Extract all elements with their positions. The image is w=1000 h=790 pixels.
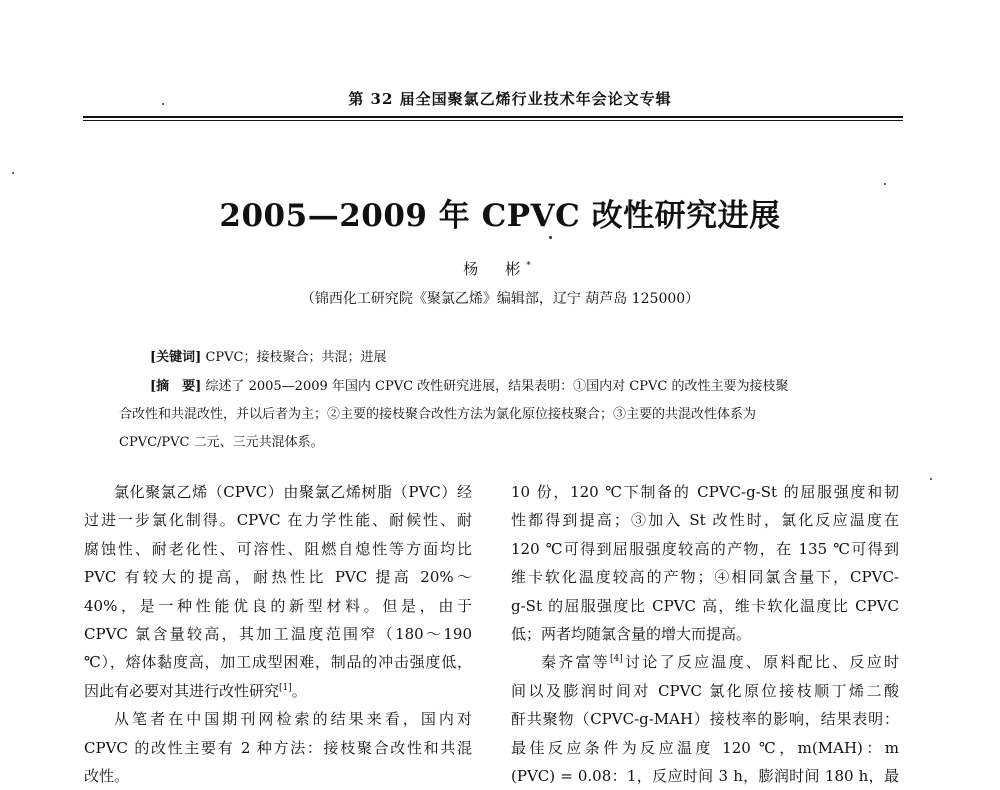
keywords-text: CPVC；接枝聚合；共混；进展 — [205, 350, 387, 365]
header-rule-thin — [83, 120, 903, 121]
abstract-text-1: 综述了 2005—2009 年国内 CPVC 改性研究进展，结果表明：①国内对 CPVC 的改性主要为接枝聚 — [205, 379, 789, 394]
scan-speck — [549, 236, 552, 239]
keywords — [150, 346, 386, 365]
body-line: 最佳反应条件为反应温度 120 ℃，m(MAH)：m — [511, 738, 899, 757]
body-text: 秦齐富等 — [541, 653, 611, 672]
body-text: 因此有必要对其进行改性研究 — [84, 681, 280, 700]
body-line — [84, 677, 472, 705]
affiliation: （锦西化工研究院《聚氯乙烯》编辑部，辽宁 葫芦岛 125000） — [300, 291, 700, 307]
body-line: 过进一步氯化制得。CPVC 在力学性能、耐候性、耐 — [84, 511, 472, 530]
body-line: 腐蚀性、耐老化性、可溶性、阻燃自熄性等方面均比 — [84, 539, 472, 558]
author-name: 杨 彬 — [463, 260, 527, 278]
body-column-left — [84, 478, 472, 790]
body-line: 低；两者均随氯含量的增大而提高。 — [511, 624, 752, 643]
journal-header: 第 32 届全国聚氯乙烯行业技术年会论文专辑 — [348, 90, 672, 108]
article-title: 2005—2009 年 CPVC 改性研究进展 — [219, 198, 781, 234]
abstract-line-1 — [150, 375, 788, 394]
body-line: (PVC) = 0.08：1，反应时间 3 h，膨润时间 180 h，最 — [511, 766, 899, 785]
body-line: 氯化聚氯乙烯（CPVC）由聚氯乙烯树脂（PVC）经 — [114, 483, 472, 501]
body-line: 40%，是一种性能优良的新型材料。但是，由于 — [84, 596, 472, 615]
body-line: 从笔者在中国期刊网检索的结果来看，国内对 — [114, 710, 472, 729]
body-line: CPVC 氯含量较高，其加工温度范围窄（180～190 — [84, 624, 472, 643]
scan-speck — [162, 103, 164, 105]
scan-speck — [884, 183, 886, 185]
body-line: CPVC 的改性主要有 2 种方法：接枝聚合改性和共混 — [84, 738, 472, 757]
abstract-label: [摘 要] — [150, 379, 202, 394]
author-mark: * — [526, 261, 537, 271]
body-line: 改性。 — [84, 766, 130, 785]
abstract-line-2: 合改性和共混改性，并以后者为主；②主要的接枝聚合改性方法为氯化原位接枝聚合；③主要的共混改性体系为 — [119, 407, 757, 422]
body-line: 酐共聚物（CPVC-g-MAH）接枝率的影响，结果表明： — [511, 710, 899, 729]
body-line: 间以及膨润时间对 CPVC 氯化原位接枝顺丁烯二酸 — [511, 681, 899, 700]
keywords-label: [关键词] — [150, 350, 202, 365]
body-line: PVC 有较大的提高，耐热性比 PVC 提高 20%～ — [84, 568, 472, 587]
scan-speck — [930, 478, 932, 480]
scan-speck — [12, 172, 14, 174]
abstract-line-3: CPVC/PVC 二元、三元共混体系。 — [119, 435, 324, 450]
body-line: 性都得到提高；③加入 St 改性时，氯化反应温度在 — [511, 511, 899, 530]
body-text: 讨论了反应温度、原料配比、反应时 — [622, 653, 899, 672]
header-rule-thick — [83, 116, 903, 118]
citation: [4] — [610, 654, 623, 665]
body-column-right — [511, 478, 899, 790]
body-line — [511, 648, 899, 676]
body-line: ℃），熔体黏度高，加工成型困难，制品的冲击强度低， — [84, 653, 472, 672]
body-line: g-St 的屈服强度比 CPVC 高，维卡软化温度比 CPVC — [511, 596, 899, 615]
citation: [1] — [279, 682, 292, 693]
author-line — [0, 258, 1000, 279]
body-line: 维卡软化温度较高的产物；④相同氯含量下，CPVC- — [511, 568, 899, 587]
body-text: 。 — [291, 681, 307, 700]
body-line: 120 ℃可得到屈服强度较高的产物，在 135 ℃可得到 — [511, 539, 899, 558]
body-line: 10 份，120 ℃下制备的 CPVC-g-St 的屈服强度和韧 — [511, 483, 899, 501]
